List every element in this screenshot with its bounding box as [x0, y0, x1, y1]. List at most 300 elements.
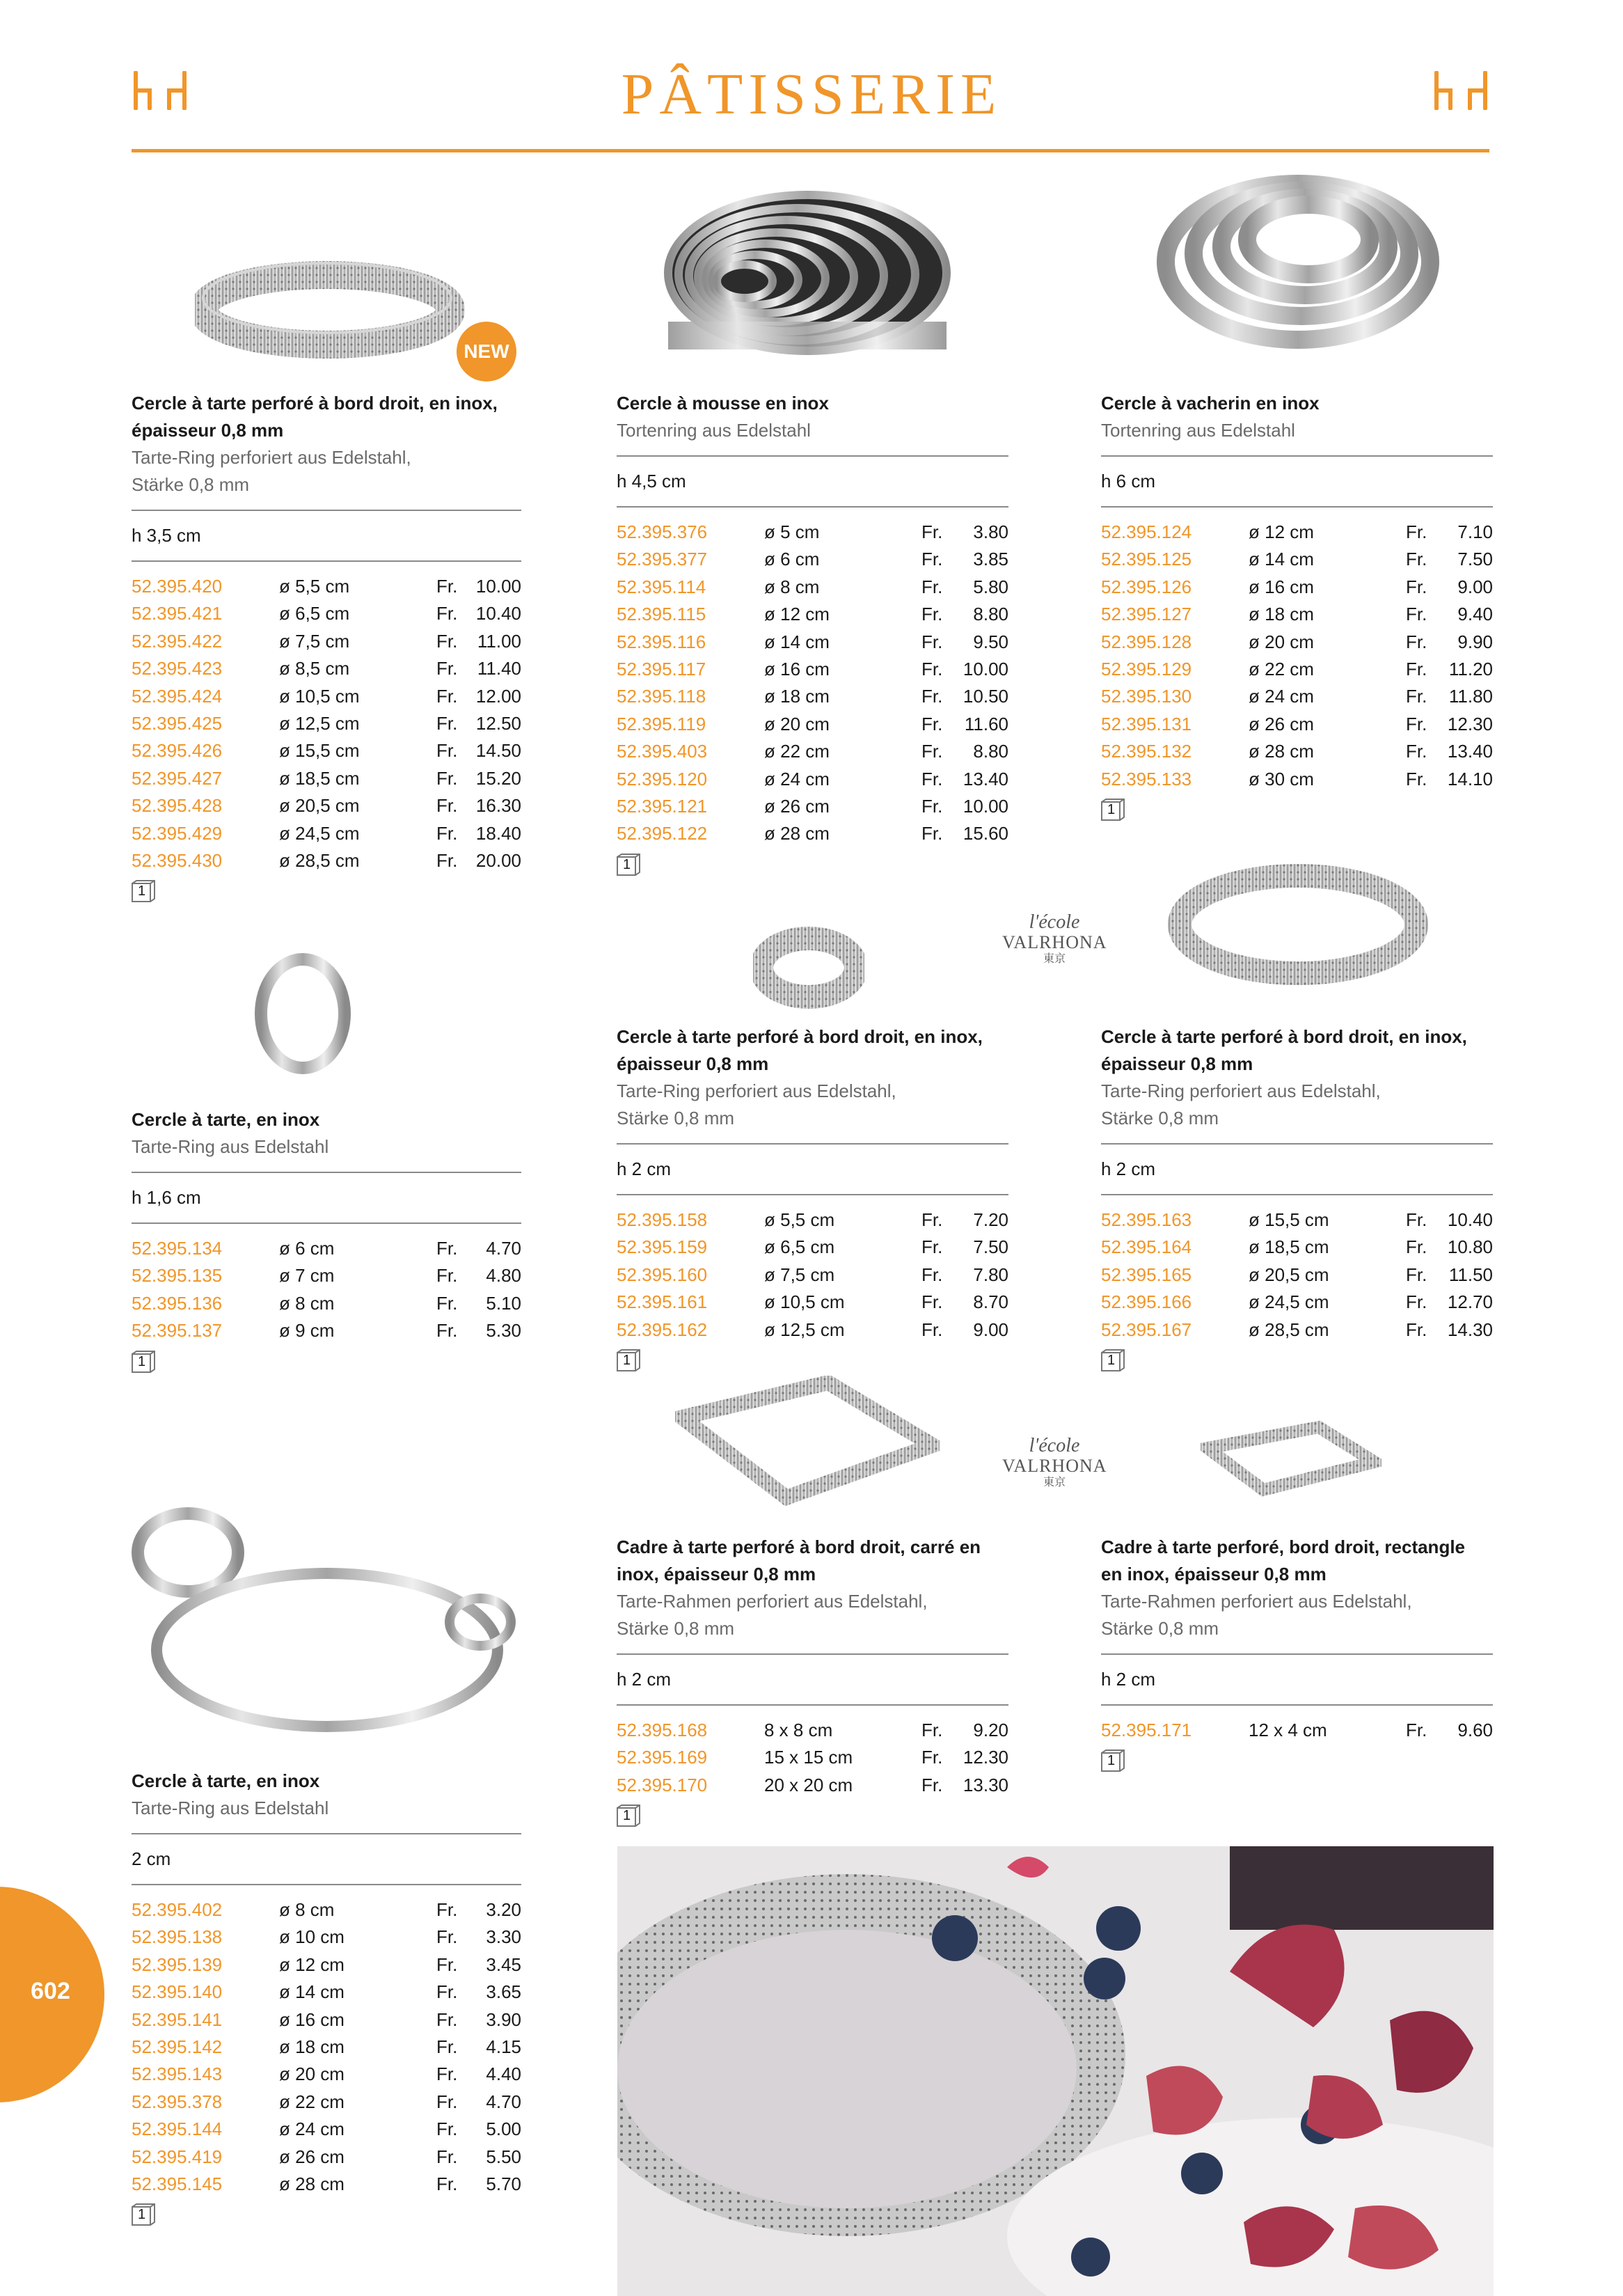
price: 7.10 — [1457, 521, 1493, 542]
price: 13.30 — [963, 1774, 1008, 1795]
article-number: 52.395.168 — [617, 1720, 708, 1740]
dimension: ø 28 cm — [764, 823, 830, 844]
price: 5.00 — [486, 2118, 521, 2140]
product-subtitle: Tortenring aus Edelstahl — [1101, 420, 1295, 441]
price: 8.70 — [973, 1291, 1008, 1313]
product-title: épaisseur 0,8 mm — [1101, 1053, 1253, 1074]
currency: Fr. — [921, 604, 943, 625]
product-title: Cadre à tarte perforé à bord droit, carré en — [617, 1536, 981, 1557]
table-row — [1101, 1234, 1493, 1261]
article-number: 52.395.378 — [132, 2091, 223, 2112]
product-subtitle: Tortenring aus Edelstahl — [617, 420, 811, 441]
currency: Fr. — [1406, 604, 1427, 625]
dimension: ø 26 cm — [279, 2146, 345, 2167]
article-number: 52.395.424 — [132, 685, 223, 707]
article-number: 52.395.125 — [1101, 549, 1192, 570]
article-number: 52.395.165 — [1101, 1264, 1192, 1285]
table-row — [132, 765, 521, 792]
article-number: 52.395.137 — [132, 1320, 223, 1342]
currency: Fr. — [436, 2146, 458, 2167]
currency: Fr. — [1406, 521, 1427, 542]
article-number: 52.395.425 — [132, 712, 223, 734]
table-row — [1101, 574, 1493, 601]
table-row — [617, 1234, 1008, 1261]
article-number: 52.395.122 — [617, 823, 708, 844]
currency: Fr. — [921, 1319, 943, 1340]
article-number: 52.395.115 — [617, 604, 706, 625]
product-subtitle: Stärke 0,8 mm — [132, 474, 250, 495]
product-subtitle: Tarte-Ring perforiert aus Edelstahl, — [132, 447, 411, 468]
article-number: 52.395.402 — [132, 1899, 223, 1920]
article-number: 52.395.142 — [132, 2036, 223, 2057]
table-row — [617, 1717, 1008, 1744]
table-row — [132, 600, 521, 627]
article-number: 52.395.129 — [1101, 658, 1192, 679]
product-subtitle: Stärke 0,8 mm — [1101, 1618, 1219, 1639]
article-number: 52.395.158 — [617, 1209, 708, 1230]
currency: Fr. — [1406, 1319, 1427, 1340]
dimension: ø 6,5 cm — [279, 603, 350, 624]
article-number: 52.395.135 — [132, 1265, 223, 1287]
perforated-ring-large-photo — [1162, 855, 1434, 994]
price: 11.40 — [477, 658, 521, 679]
height-label: h 1,6 cm — [132, 1187, 201, 1208]
tart-ring-small-photo — [251, 944, 355, 1083]
divider — [617, 1194, 1008, 1195]
product-block — [617, 1023, 1008, 1373]
article-number: 52.395.160 — [617, 1264, 708, 1285]
valrhona-logo — [1002, 912, 1107, 966]
product-title: en inox, épaisseur 0,8 mm — [1101, 1564, 1327, 1585]
price: 9.50 — [973, 631, 1008, 652]
divider — [132, 1172, 521, 1173]
currency: Fr. — [1406, 1264, 1427, 1285]
currency: Fr. — [1406, 1236, 1427, 1258]
height-label: h 2 cm — [617, 1669, 672, 1690]
article-number: 52.395.118 — [617, 686, 706, 707]
currency: Fr. — [921, 1264, 943, 1285]
new-badge: NEW — [457, 322, 516, 382]
price: 3.65 — [486, 1981, 521, 2003]
dimension: ø 26 cm — [764, 795, 830, 817]
dimension: 8 x 8 cm — [764, 1720, 833, 1740]
dimension: 20 x 20 cm — [764, 1774, 853, 1795]
article-number: 52.395.141 — [132, 2008, 223, 2030]
article-number: 52.395.419 — [132, 2146, 223, 2167]
dimension: ø 30 cm — [1249, 768, 1314, 789]
table-row — [617, 519, 1008, 546]
dimension: ø 8,5 cm — [279, 658, 350, 679]
currency: Fr. — [1406, 576, 1427, 597]
product-title: Cercle à mousse en inox — [617, 393, 829, 414]
currency: Fr. — [921, 549, 943, 570]
page-title: PÂTISSERIE — [621, 62, 1002, 127]
packaging-unit-label: 1 — [1107, 1753, 1116, 1769]
article-number: 52.395.114 — [617, 576, 706, 597]
height-label: h 2 cm — [1101, 1669, 1156, 1690]
divider — [1101, 506, 1493, 508]
table-row — [132, 1235, 521, 1262]
dimension: ø 7,5 cm — [764, 1264, 835, 1285]
price: 10.50 — [963, 686, 1008, 707]
height-label: h 2 cm — [1101, 1158, 1156, 1179]
price: 9.60 — [1457, 1720, 1493, 1740]
table-row — [1101, 629, 1493, 656]
currency: Fr. — [921, 1236, 943, 1258]
vacherin-rings-photo — [1152, 164, 1444, 356]
table-row — [132, 737, 521, 764]
currency: Fr. — [436, 685, 458, 707]
currency: Fr. — [436, 1265, 458, 1287]
currency: Fr. — [921, 768, 943, 789]
table-row — [132, 2089, 521, 2116]
height-label: h 4,5 cm — [617, 471, 686, 492]
currency: Fr. — [1406, 768, 1427, 789]
perforated-ring-photo — [195, 244, 466, 383]
table-row — [617, 793, 1008, 820]
price: 3.85 — [973, 549, 1008, 570]
article-number: 52.395.130 — [1101, 686, 1192, 707]
price-table — [617, 1206, 1008, 1344]
divider — [132, 560, 521, 562]
table-row — [132, 847, 521, 874]
dimension: ø 5,5 cm — [279, 576, 350, 597]
price: 11.60 — [964, 713, 1008, 734]
table-row — [1101, 1261, 1493, 1289]
currency: Fr. — [921, 823, 943, 844]
currency: Fr. — [1406, 1209, 1427, 1230]
dimension: ø 7 cm — [279, 1265, 335, 1287]
dimension: ø 6,5 cm — [764, 1236, 835, 1258]
product-subtitle: Stärke 0,8 mm — [617, 1108, 735, 1129]
dimension: ø 26 cm — [1249, 713, 1314, 734]
packaging-unit-label: 1 — [138, 883, 146, 899]
packaging-unit-icon — [132, 880, 155, 904]
table-row — [1101, 1206, 1493, 1234]
product-subtitle: Tarte-Rahmen perforiert aus Edelstahl, — [617, 1591, 928, 1612]
dimension: ø 15,5 cm — [279, 740, 360, 762]
article-number: 52.395.127 — [1101, 604, 1192, 625]
price-table — [132, 573, 521, 874]
divider — [132, 1884, 521, 1885]
divider — [617, 1704, 1008, 1706]
currency: Fr. — [921, 1209, 943, 1230]
article-number: 52.395.427 — [132, 767, 223, 789]
table-row — [1101, 683, 1493, 710]
product-subtitle: Tarte-Ring aus Edelstahl — [132, 1798, 329, 1818]
table-row — [132, 1924, 521, 1951]
product-title: Cercle à tarte perforé à bord droit, en inox, — [617, 1026, 983, 1047]
product-block — [1101, 1534, 1493, 1773]
dimension: ø 24,5 cm — [279, 822, 360, 844]
dimension: ø 22 cm — [1249, 658, 1314, 679]
price-table — [617, 519, 1008, 848]
currency: Fr. — [921, 795, 943, 817]
table-row — [132, 1951, 521, 1979]
price-table — [617, 1717, 1008, 1799]
product-block — [617, 390, 1008, 877]
price: 4.15 — [486, 2036, 521, 2057]
table-row — [132, 2116, 521, 2143]
product-title: Cercle à tarte perforé à bord droit, en inox, — [1101, 1026, 1467, 1047]
table-row — [617, 711, 1008, 738]
price: 14.10 — [1447, 768, 1493, 789]
article-number: 52.395.423 — [132, 658, 223, 679]
table-row — [1101, 601, 1493, 628]
currency: Fr. — [921, 686, 943, 707]
dimension: ø 8 cm — [764, 576, 820, 597]
currency: Fr. — [921, 1774, 943, 1795]
dimension: ø 28 cm — [279, 2173, 345, 2194]
product-block — [132, 390, 521, 904]
currency: Fr. — [436, 795, 458, 817]
table-row — [1101, 738, 1493, 765]
table-row — [132, 1317, 521, 1344]
packaging-unit-icon — [132, 1351, 155, 1374]
packaging-unit-label: 1 — [623, 1808, 631, 1824]
product-subtitle: Tarte-Ring perforiert aus Edelstahl, — [1101, 1080, 1381, 1101]
table-row — [132, 2171, 521, 2198]
valrhona-sub: 東京 — [1043, 953, 1066, 965]
dimension: ø 12 cm — [764, 604, 830, 625]
article-number: 52.395.126 — [1101, 576, 1192, 597]
article-number: 52.395.429 — [132, 822, 223, 844]
dimension: ø 6 cm — [279, 1238, 335, 1259]
article-number: 52.395.136 — [132, 1292, 223, 1314]
price: 8.80 — [973, 604, 1008, 625]
page-number: 602 — [31, 1978, 70, 2004]
packaging-unit-icon — [1101, 1749, 1125, 1773]
currency: Fr. — [1406, 741, 1427, 762]
product-block — [132, 1768, 521, 2227]
table-row — [617, 1744, 1008, 1771]
currency: Fr. — [436, 658, 458, 679]
price: 12.30 — [1447, 713, 1493, 734]
article-number: 52.395.420 — [132, 576, 223, 597]
currency: Fr. — [436, 603, 458, 624]
tart-rings-set-photo — [125, 1504, 529, 1733]
packaging-unit-icon — [1101, 1349, 1125, 1373]
mousse-rings-photo — [658, 182, 957, 370]
article-number: 52.395.428 — [132, 795, 223, 817]
rectangle-frame-photo — [1201, 1420, 1381, 1511]
price-table — [132, 1896, 521, 2198]
article-number: 52.395.422 — [132, 630, 223, 652]
price: 9.00 — [973, 1319, 1008, 1340]
currency: Fr. — [921, 741, 943, 762]
product-title: inox, épaisseur 0,8 mm — [617, 1564, 816, 1585]
table-row — [617, 820, 1008, 847]
dimension: ø 18,5 cm — [1249, 1236, 1329, 1258]
currency: Fr. — [921, 1291, 943, 1313]
price: 15.60 — [963, 823, 1008, 844]
dimension: ø 16 cm — [764, 658, 830, 679]
dimension: ø 12,5 cm — [764, 1319, 845, 1340]
table-row — [617, 574, 1008, 601]
price: 5.80 — [973, 576, 1008, 597]
table-row — [132, 710, 521, 737]
height-label: 2 cm — [132, 1848, 171, 1869]
table-row — [132, 2061, 521, 2088]
article-number: 52.395.376 — [617, 521, 708, 542]
price: 7.50 — [973, 1236, 1008, 1258]
price-table — [1101, 1717, 1493, 1744]
dimension: ø 24,5 cm — [1249, 1291, 1329, 1313]
table-row — [132, 1262, 521, 1289]
currency: Fr. — [436, 576, 458, 597]
dimension: ø 8 cm — [279, 1292, 335, 1314]
article-number: 52.395.116 — [617, 631, 706, 652]
price: 4.70 — [486, 2091, 521, 2112]
dimension: ø 20 cm — [764, 713, 830, 734]
price: 9.00 — [1457, 576, 1493, 597]
dimension: ø 5 cm — [764, 521, 820, 542]
table-row — [1101, 1316, 1493, 1344]
divider — [1101, 1653, 1493, 1655]
table-row — [132, 2144, 521, 2171]
product-block — [617, 1534, 1008, 1828]
product-subtitle: Tarte-Rahmen perforiert aus Edelstahl, — [1101, 1591, 1412, 1612]
divider — [132, 1222, 521, 1224]
table-row — [132, 628, 521, 655]
article-number: 52.395.138 — [132, 1926, 223, 1948]
price: 11.20 — [1448, 658, 1493, 679]
price: 8.80 — [973, 741, 1008, 762]
currency: Fr. — [436, 1320, 458, 1342]
price: 4.80 — [486, 1265, 521, 1287]
price: 3.30 — [486, 1926, 521, 1948]
dimension: ø 12 cm — [1249, 521, 1314, 542]
price: 3.20 — [486, 1899, 521, 1920]
dimension: ø 24 cm — [279, 2118, 345, 2140]
article-number: 52.395.169 — [617, 1747, 708, 1768]
dimension: ø 20,5 cm — [279, 795, 360, 817]
table-row — [617, 766, 1008, 793]
price: 7.20 — [973, 1209, 1008, 1230]
price: 12.50 — [475, 712, 521, 734]
packaging-unit-icon — [617, 1804, 640, 1828]
price: 7.80 — [973, 1264, 1008, 1285]
currency: Fr. — [436, 1899, 458, 1920]
dimension: ø 10,5 cm — [279, 685, 360, 707]
table-row — [1101, 1289, 1493, 1316]
hd-logo-icon — [1432, 71, 1489, 110]
packaging-unit-icon — [1101, 799, 1125, 822]
price: 14.30 — [1447, 1319, 1493, 1340]
price: 5.10 — [486, 1292, 521, 1314]
currency: Fr. — [436, 849, 458, 871]
currency: Fr. — [436, 1953, 458, 1975]
table-row — [1101, 546, 1493, 573]
article-number: 52.395.124 — [1101, 521, 1192, 542]
divider — [1101, 455, 1493, 457]
product-title: épaisseur 0,8 mm — [617, 1053, 769, 1074]
price-table — [132, 1235, 521, 1345]
product-title: Cercle à tarte, en inox — [132, 1770, 320, 1791]
table-row — [132, 2034, 521, 2061]
dimension: ø 20,5 cm — [1249, 1264, 1329, 1285]
article-number: 52.395.170 — [617, 1774, 708, 1795]
dimension: ø 12 cm — [279, 1953, 345, 1975]
article-number: 52.395.139 — [132, 1953, 223, 1975]
article-number: 52.395.164 — [1101, 1236, 1192, 1258]
price: 9.40 — [1457, 604, 1493, 625]
table-row — [617, 656, 1008, 683]
square-frame-photo — [675, 1376, 940, 1515]
price: 12.00 — [475, 685, 521, 707]
currency: Fr. — [436, 1238, 458, 1259]
currency: Fr. — [1406, 713, 1427, 734]
price: 10.40 — [475, 603, 521, 624]
table-row — [617, 738, 1008, 765]
dimension: ø 12,5 cm — [279, 712, 360, 734]
dimension: ø 22 cm — [279, 2091, 345, 2112]
price: 5.70 — [486, 2173, 521, 2194]
dimension: ø 28,5 cm — [1249, 1319, 1329, 1340]
price: 10.00 — [963, 795, 1008, 817]
packaging-unit-label: 1 — [623, 1352, 631, 1368]
price: 13.40 — [1447, 741, 1493, 762]
dimension: ø 10,5 cm — [764, 1291, 845, 1313]
dimension: ø 8 cm — [279, 1899, 335, 1920]
table-row — [617, 546, 1008, 573]
valrhona-sub: 東京 — [1043, 1477, 1066, 1488]
dimension: ø 24 cm — [1249, 686, 1314, 707]
dimension: ø 18 cm — [764, 686, 830, 707]
dimension: ø 6 cm — [764, 549, 820, 570]
dimension: ø 10 cm — [279, 1926, 345, 1948]
dimension: ø 20 cm — [279, 2063, 345, 2085]
article-number: 52.395.131 — [1101, 713, 1192, 734]
price: 18.40 — [475, 822, 521, 844]
divider — [617, 1143, 1008, 1145]
article-number: 52.395.120 — [617, 768, 708, 789]
table-row — [1101, 766, 1493, 793]
currency: Fr. — [436, 630, 458, 652]
currency: Fr. — [436, 767, 458, 789]
packaging-unit-icon — [617, 854, 640, 877]
table-row — [1101, 1717, 1493, 1744]
price: 10.40 — [1447, 1209, 1493, 1230]
currency: Fr. — [921, 713, 943, 734]
price: 3.80 — [973, 521, 1008, 542]
dimension: ø 16 cm — [1249, 576, 1314, 597]
price: 11.80 — [1448, 686, 1493, 707]
article-number: 52.395.132 — [1101, 741, 1192, 762]
divider — [617, 1653, 1008, 1655]
article-number: 52.395.134 — [132, 1238, 223, 1259]
packaging-unit-label: 1 — [138, 2207, 146, 2223]
price: 15.20 — [475, 767, 521, 789]
price: 7.50 — [1457, 549, 1493, 570]
currency: Fr. — [436, 1292, 458, 1314]
price: 4.70 — [486, 1238, 521, 1259]
dimension: 12 x 4 cm — [1249, 1720, 1327, 1740]
dimension: ø 18 cm — [279, 2036, 345, 2057]
article-number: 52.395.161 — [617, 1291, 708, 1313]
currency: Fr. — [436, 1926, 458, 1948]
table-row — [1101, 711, 1493, 738]
dimension: ø 5,5 cm — [764, 1209, 835, 1230]
table-row — [617, 1316, 1008, 1344]
table-row — [132, 2006, 521, 2034]
price: 13.40 — [963, 768, 1008, 789]
price: 10.00 — [963, 658, 1008, 679]
currency: Fr. — [921, 576, 943, 597]
price: 16.30 — [475, 795, 521, 817]
currency: Fr. — [436, 1981, 458, 2003]
price: 12.30 — [963, 1747, 1008, 1768]
